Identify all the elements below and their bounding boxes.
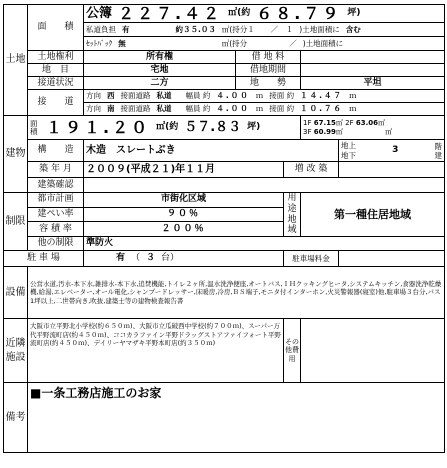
private-road-share-den: ／ １	[270, 24, 294, 34]
structure-label: 構 造	[28, 140, 84, 162]
building-tsubo-unit: 坪)	[247, 122, 261, 132]
coverage-label: 建ぺい率	[28, 207, 84, 222]
nearby-section-label	[4, 319, 28, 383]
road-frontage-unit: ｍ	[349, 104, 357, 114]
lease-fee-label: 借 地 料	[236, 51, 301, 64]
nearby-label-text: 近隣施設	[5, 338, 26, 363]
floor-unit: ㎡	[335, 118, 343, 127]
private-road-size: 約３５.０３	[175, 24, 216, 34]
floors-count	[339, 140, 445, 162]
parking-label: 駐 車 場	[4, 251, 84, 267]
land-label-text: 土地	[5, 54, 26, 66]
equipment-label-text: 設備	[5, 286, 26, 298]
city-plan-value: 市街化区域	[84, 193, 284, 208]
building-area-row	[28, 116, 301, 140]
road-dir-label: 方向	[86, 104, 101, 114]
setback-label: ｾｯﾄﾊﾞｯｸ	[86, 38, 113, 48]
road-row-south	[84, 103, 445, 116]
road-frontage: １４.４７	[300, 91, 343, 101]
lease-period-label: 借地期間	[236, 64, 301, 77]
other-costs-label	[284, 319, 301, 383]
city-plan-label: 都市計画	[28, 193, 84, 208]
remarks-section-label	[4, 383, 28, 453]
road-status-label: 接道状況	[28, 77, 84, 90]
far-label: 容 積 率	[28, 222, 84, 237]
parking-count-prefix: （	[131, 253, 141, 264]
road-width: ４.００	[216, 91, 250, 101]
road-type-label: 接面道路	[120, 104, 151, 114]
nearby-text: 大阪市立平野北小学校(約６５０ｍ)、大阪市立瓜破西中学校(約７００ｍ)、スーパー万代平野流町店(約４５０ｍ)、ココカラファイン平野ドラッグストアファイフォート平野流町店(約４５０ｍ)、デイリーヤマザキ平野本町店(約３５０ｍ)	[28, 319, 284, 383]
restrictions-label-text: 制限	[5, 215, 26, 227]
built-label: 築 年 月	[28, 162, 84, 178]
floor-unit-label: 階 建	[434, 141, 443, 160]
building-section-label	[4, 116, 28, 193]
floor-areas	[301, 116, 445, 140]
building-tsubo-prefix: ㎡(約	[156, 122, 179, 132]
setback-share: ㎡(持分	[221, 38, 248, 48]
setback-share-den: ／	[289, 38, 297, 48]
building-label-text: 建物	[5, 148, 26, 160]
private-road-row	[84, 23, 445, 37]
land-area-sqm: ２２７.４２	[118, 4, 223, 23]
road-frontage-label: 接面 約	[269, 104, 295, 114]
lease-period-value	[301, 64, 445, 77]
structure-value: 木造 スレートぶき	[84, 140, 339, 162]
parking-row	[84, 251, 284, 267]
building-area-label: 面積	[30, 119, 38, 136]
far-value: ２００％	[84, 222, 284, 237]
registry-label: 公簿	[86, 6, 113, 21]
other-restrictions-label: 他の制限	[28, 237, 84, 251]
land-category-value: 宅地	[84, 64, 236, 77]
rights-label: 土地権利	[28, 51, 84, 64]
private-road-included: 含む	[345, 24, 361, 34]
terrain-label: 地 勢	[236, 77, 301, 90]
floor-sqm: 67.15	[313, 118, 336, 127]
parking-value: 有	[116, 253, 126, 264]
other-costs-value	[301, 319, 445, 383]
floor-label: 1F	[303, 118, 312, 127]
road-dir-label: 方向	[86, 91, 101, 101]
use-district-label	[284, 193, 301, 237]
land-section-label	[4, 5, 28, 116]
floor-label: 3F	[303, 127, 312, 136]
road-width: ４.００	[216, 104, 250, 114]
use-district-label-text: 用途地域	[287, 193, 297, 236]
renovation-value	[339, 162, 445, 178]
floor-unit: ㎡	[385, 127, 393, 136]
floor-label: 2F	[345, 118, 354, 127]
setback-suffix: )土地面積に	[302, 38, 344, 48]
renovation-label: 増 改 築	[284, 162, 339, 178]
road-frontage-unit: ｍ	[349, 91, 357, 101]
road-access-label: 接 道	[28, 90, 84, 116]
road-dir: 南	[107, 104, 115, 114]
floor-sqm: 60.99	[313, 127, 336, 136]
building-area-sqm: １９１.２０	[46, 117, 151, 137]
road-width-unit: ｍ	[255, 104, 264, 114]
land-tsubo-unit: 坪)	[347, 8, 361, 18]
remarks-label-text: 備考	[5, 411, 26, 423]
use-district-value: 第一種住居地域	[301, 193, 445, 237]
above-label: 地上	[341, 140, 356, 150]
parking-fee-label: 駐車場料金	[284, 251, 339, 267]
other-restrictions-value: 準防火	[84, 237, 445, 251]
road-type: 私道	[156, 91, 172, 101]
setback-row	[84, 37, 445, 51]
road-type-label: 接面道路	[120, 91, 151, 101]
private-road-label: 私道負担	[86, 24, 116, 34]
road-row-west	[84, 90, 445, 103]
road-frontage: １０.７６	[300, 104, 343, 114]
private-road-share-prefix: ㎡(持分１	[221, 24, 255, 34]
road-frontage-label: 接面 約	[269, 91, 295, 101]
private-road-value: 有	[122, 24, 130, 34]
rights-value: 所有権	[84, 51, 236, 64]
floor-sqm: 63.06	[355, 118, 378, 127]
property-table	[3, 4, 445, 453]
restrictions-section-label	[4, 193, 28, 251]
lease-fee-value	[301, 51, 445, 64]
floor-unit: ㎡	[377, 118, 385, 127]
land-area-label: 面 積	[28, 5, 84, 51]
road-width-label: 幅員 約	[185, 104, 211, 114]
parking-count: ３	[146, 253, 156, 264]
floor-unit: ㎡	[335, 127, 343, 136]
road-dir: 西	[107, 91, 115, 101]
terrain-value: 平坦	[301, 77, 445, 90]
road-type: 私道	[156, 104, 172, 114]
parking-count-suffix: 台）	[161, 253, 180, 264]
road-status-value: 二方	[84, 77, 236, 90]
building-confirm-label: 建築確認	[28, 178, 84, 193]
built-value: ２００９(平成２１)年１１月	[84, 162, 284, 178]
land-tsubo-prefix: ㎡(約	[228, 8, 251, 18]
land-category-label: 地 目	[28, 64, 84, 77]
below-label: 地下	[341, 150, 356, 160]
remarks-text: ■一条工務店施工のお家	[28, 383, 445, 453]
road-width-unit: ｍ	[255, 91, 264, 101]
setback-value: 無	[118, 38, 126, 48]
land-area-row	[84, 5, 445, 23]
above-value: 3	[392, 145, 399, 155]
equipment-text: 公営水道,汚水-本下水,雑排水-本下水,追焚機能,トイレ２ヶ所,温水洗浄便座,オートバス,ＩＨクッキングヒータ,システムキッチン,食器洗浄乾燥機,給湯,エレベーター,オール電化,シャンプードレッサー,床暖房,冷房,ＢＳ端子,モニタ付インターホン,火災警報器(寝室)他,駐車場３台分,バス1坪以上,二世帯向き,吹抜,建築士等の建物検査報告書	[28, 267, 445, 319]
equipment-section-label	[4, 267, 28, 319]
building-area-tsubo: ５７.８３	[184, 120, 242, 135]
parking-fee-value	[339, 251, 445, 267]
land-area-tsubo: ６８.７９	[256, 4, 342, 23]
building-confirm-value	[84, 178, 445, 193]
road-width-label: 幅員 約	[185, 91, 211, 101]
private-road-share-suffix: )土地面積に	[299, 24, 340, 34]
coverage-value: ９０％	[84, 207, 284, 222]
other-costs-label-text: その他費用	[285, 338, 299, 363]
